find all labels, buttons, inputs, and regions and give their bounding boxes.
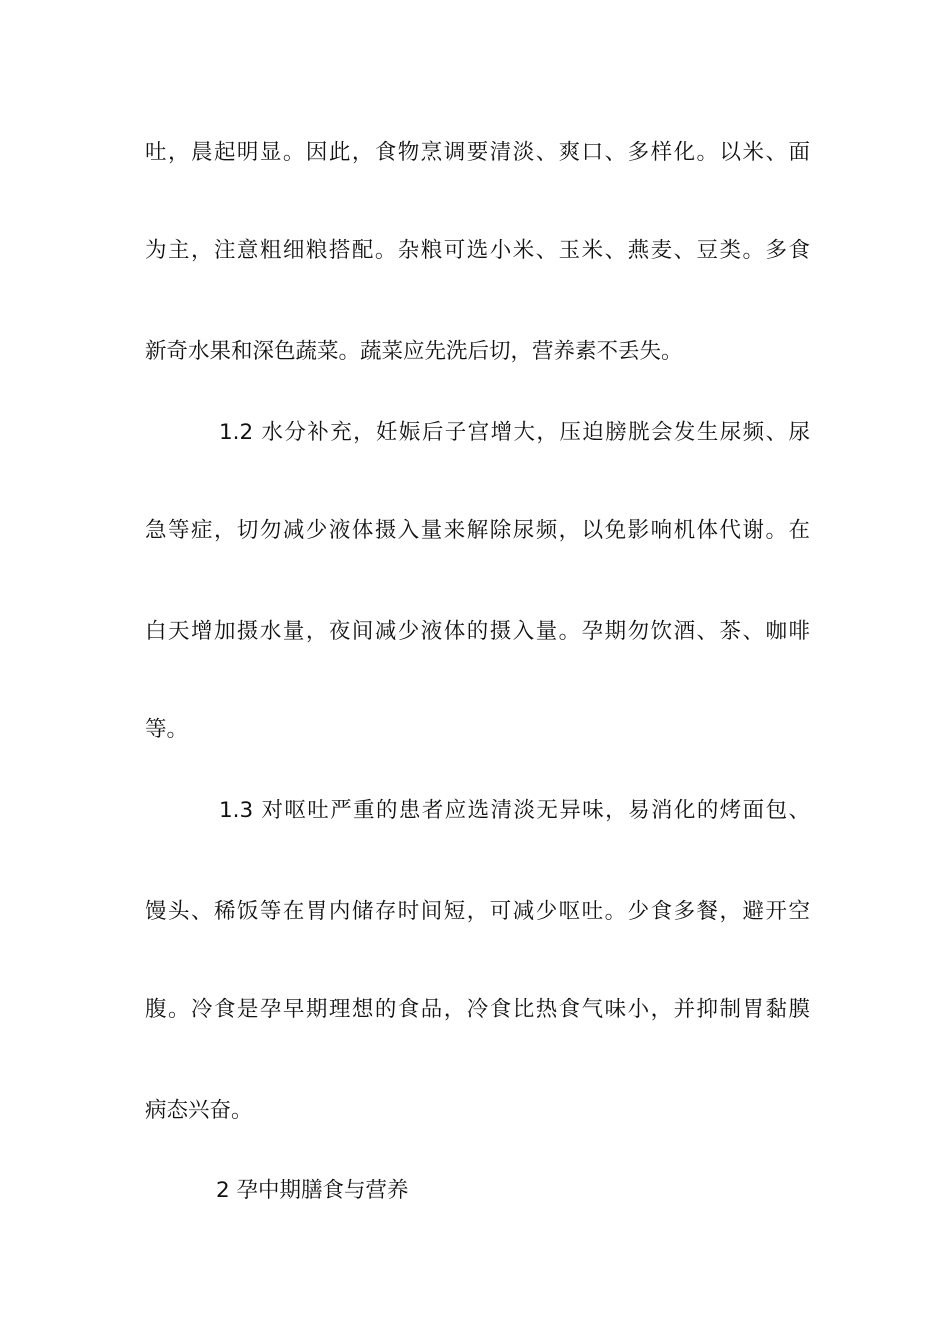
text-line: 急等症，切勿减少液体摄入量来解除尿频，以免影响机体代谢。在 [145, 518, 810, 543]
text-line: 新奇水果和深色蔬菜。蔬菜应先洗后切，营养素不丢失。 [145, 339, 683, 364]
section-heading-text: 2 孕中期膳食与营养 [216, 1178, 409, 1203]
text-line: 吐，晨起明显。因此，食物烹调要清淡、爽口、多样化。以米、面 [145, 140, 810, 165]
text-line: 腹。冷食是孕早期理想的食品，冷食比热食气味小，并抑制胃黏膜 [145, 997, 810, 1022]
text-line: 病态兴奋。 [145, 1098, 253, 1123]
text-line: 馒头、稀饭等在胃内储存时间短，可减少呕吐。少食多餐，避开空 [145, 899, 810, 924]
text-line: 1.2 水分补充，妊娠后子宫增大，压迫膀胱会发生尿频、尿 [219, 420, 810, 445]
text-line: 为主，注意粗细粮搭配。杂粮可选小米、玉米、燕麦、豆类。多食 [145, 238, 810, 263]
text-line: 等。 [145, 717, 189, 742]
text-line: 1.3 对呕吐严重的患者应选清淡无异味，易消化的烤面包、 [219, 798, 810, 823]
text-line: 白天增加摄水量，夜间减少液体的摄入量。孕期勿饮酒、茶、咖啡 [145, 619, 810, 644]
